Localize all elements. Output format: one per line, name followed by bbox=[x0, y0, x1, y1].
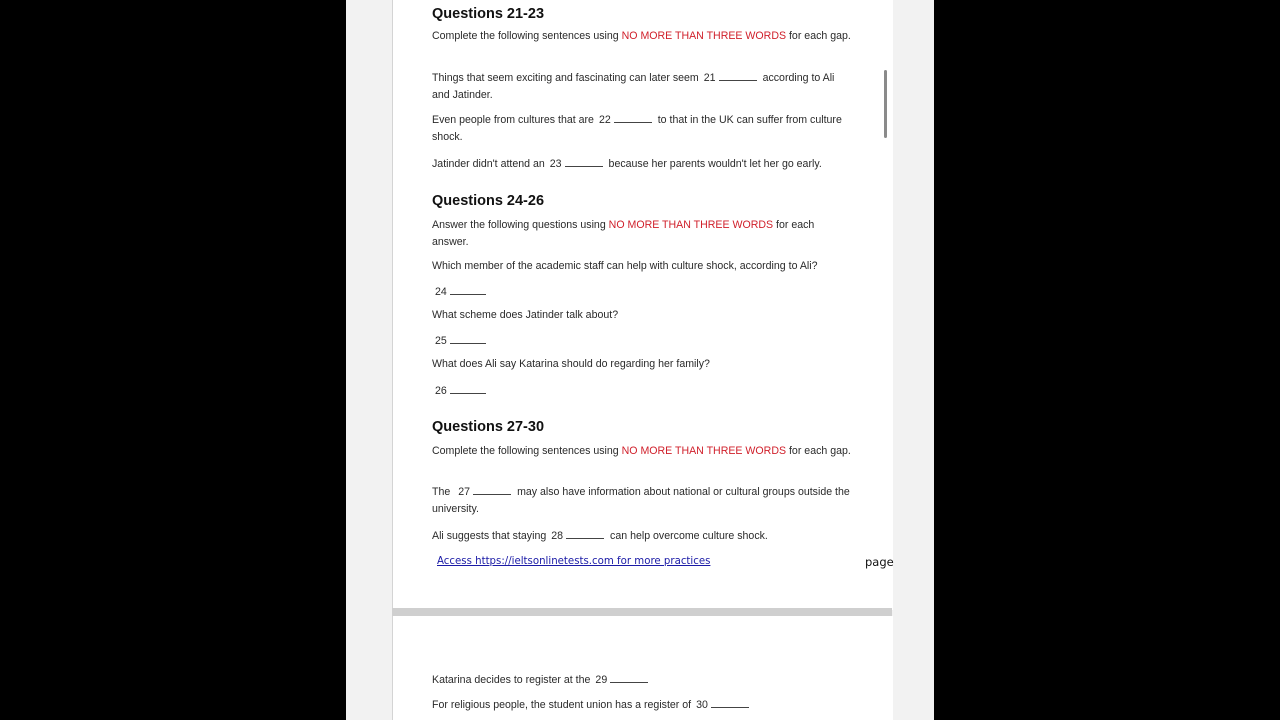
practice-link[interactable]: Access https://ieltsonlinetests.com for more practices bbox=[437, 556, 711, 567]
answer-25: 25 bbox=[430, 334, 492, 347]
answer-blank-23[interactable] bbox=[565, 157, 603, 167]
question-29: Katarina decides to register at the 29 bbox=[432, 673, 654, 686]
answer-blank-30[interactable] bbox=[711, 698, 749, 708]
question-26: What does Ali say Katarina should do regarding her family? bbox=[432, 358, 710, 370]
answer-blank-25[interactable] bbox=[450, 334, 486, 344]
question-28: Ali suggests that staying 28 can help overcome culture shock. bbox=[432, 530, 768, 542]
question-21: Things that seem exciting and fascinating can later seem 21 according to Ali and Jatinder. bbox=[432, 72, 835, 101]
answer-blank-26[interactable] bbox=[450, 384, 486, 394]
question-25: What scheme does Jatinder talk about? bbox=[432, 309, 619, 321]
instructions-24-26: Answer the following questions using NO MORE THAN THREE WORDS for each answer. bbox=[432, 219, 815, 248]
section-heading-24-26: Questions 24-26 bbox=[432, 193, 545, 209]
answer-24: 24 bbox=[430, 285, 492, 298]
answer-blank-28[interactable] bbox=[566, 529, 604, 539]
section-heading-21-23: Questions 21-23 bbox=[432, 6, 545, 22]
question-24: Which member of the academic staff can help with culture shock, according to Ali? bbox=[432, 260, 818, 272]
page-separator bbox=[392, 608, 892, 616]
section-heading-27-30: Questions 27-30 bbox=[432, 419, 545, 435]
answer-blank-29[interactable] bbox=[610, 673, 648, 683]
answer-blank-21[interactable] bbox=[719, 71, 757, 81]
instructions-21-23: Complete the following sentences using NO MORE THAN THREE WORDS for each gap. bbox=[432, 30, 851, 42]
answer-blank-27[interactable] bbox=[473, 485, 511, 495]
question-23: Jatinder didn't attend an 23 because her parents wouldn't let her go early. bbox=[432, 158, 822, 170]
page-label: page bbox=[865, 555, 894, 569]
answer-blank-24[interactable] bbox=[450, 285, 486, 295]
question-22: Even people from cultures that are 22 to that in the UK can suffer from culture shock. bbox=[432, 114, 842, 143]
scrollbar-thumb[interactable] bbox=[884, 70, 887, 138]
instructions-27-30: Complete the following sentences using NO MORE THAN THREE WORDS for each gap. bbox=[432, 445, 851, 457]
question-27: The 27 may also have information about national or cultural groups outside the university. bbox=[432, 486, 850, 515]
answer-blank-22[interactable] bbox=[614, 113, 652, 123]
answer-26: 26 bbox=[430, 384, 492, 397]
question-30: For religious people, the student union has a register of 30 bbox=[432, 698, 755, 711]
document-viewer bbox=[346, 0, 934, 720]
